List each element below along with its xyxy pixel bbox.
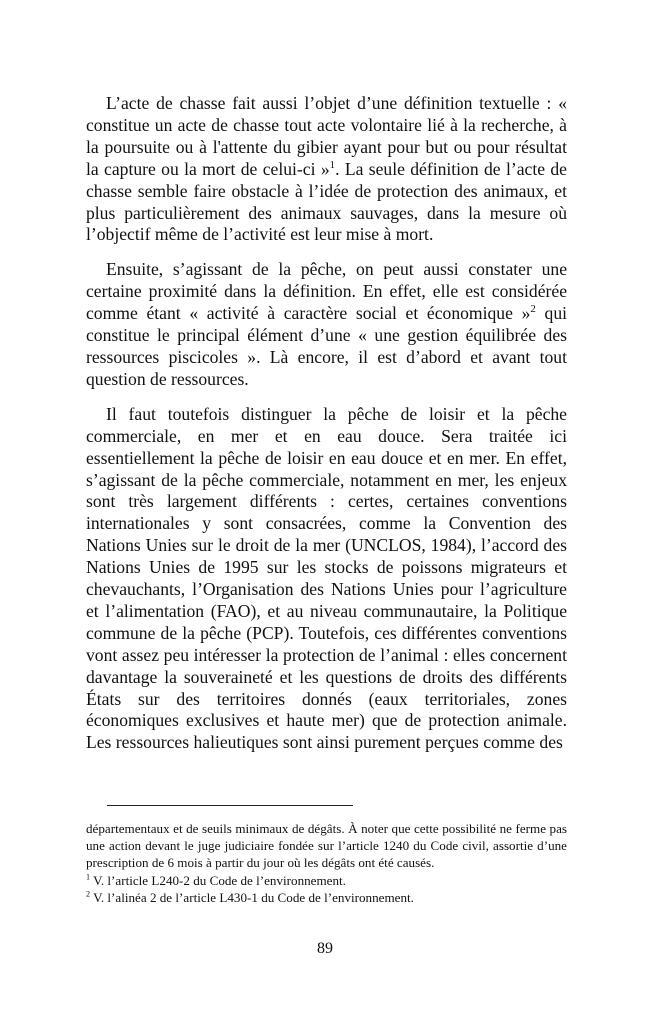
- footnote-2: [86, 889, 567, 906]
- paragraph-text: qui constitue le principal élément d’une « une gestion équilibrée des ressources piscicoles ». Là encore, il est d’abord et avant tout question de ressources.: [86, 303, 567, 389]
- page-number: 89: [317, 940, 333, 957]
- footnote-separator: [107, 805, 353, 806]
- paragraph-hunting-definition: [86, 93, 567, 246]
- paragraph-text: L’acte de chasse fait aussi l’objet d’une définition textuelle : « constitue un acte de chasse tout acte volontaire lié à la recherche, à la poursuite ou à l'attente du gibier ayant pour but ou pour résultat la capture ou la mort de celui-ci »: [86, 93, 567, 179]
- paragraph-fishing-definition: [86, 259, 567, 390]
- paragraph-fishing-distinction: Il faut toutefois distinguer la pêche de loisir et la pêche commerciale, en mer et en eau douce. Sera traitée ici essentiellement la pêche de loisir en eau douce et en mer. En effet, s’agissant de la pêche commerciale, notamment en mer, les enjeux sont très largement différents : certes, certaines conventions internationales y sont consacrées, comme la Convention des Nations Unies sur le droit de la mer (UNCLOS, 1984), l’accord des Nations Unies de 1995 sur les stocks de poissons migrateurs et chevauchants, l’Organisation des Nations Unies pour l’agriculture et l’alimentation (FAO), et au niveau communautaire, la Politique commune de la pêche (PCP). Toutefois, ces différentes conventions vont assez peu intéresser la protection de l’animal : elles concernent davantage la souveraineté et les questions de droits des différents États sur des territoires donnés (eaux territoriales, zones économiques exclusives et haute mer) que de protection animale. Les ressources halieutiques sont ainsi purement perçues comme des: [86, 403, 567, 753]
- paragraph-text: Ensuite, s’agissant de la pêche, on peut aussi constater une certaine proximité dans la définition. En effet, elle est considérée comme étant « activité à caractère social et économique »: [86, 259, 567, 324]
- footnote-continuation: départementaux et de seuils minimaux de dégâts. À noter que cette possibilité ne ferme pas une action devant le juge judiciaire fondée sur l’article 1240 du Code civil, assortie d’une prescription de 6 mois à partir du jour où les dégâts ont été causés.: [86, 821, 567, 871]
- footnote-text: V. l’article L240-2 du Code de l’environnement.: [90, 872, 346, 888]
- footnote-marker-1: 1: [86, 872, 91, 882]
- footnotes: [86, 820, 567, 906]
- footnote-marker-2: 2: [86, 889, 91, 899]
- footnote-reference-2[interactable]: 2: [530, 303, 536, 316]
- main-text: [86, 93, 567, 767]
- footnote-reference-1[interactable]: 1: [329, 158, 336, 171]
- paragraph-text: . La seule définition de l’acte de chasse semble faire obstacle à l’idée de protection des animaux, et plus particulièrement des animaux sauvages, dans la mesure où l’objectif même de l’activité est leur mise à mort.: [86, 158, 567, 245]
- footnote-1: [86, 872, 567, 889]
- footnote-text: V. l’alinéa 2 de l’article L430-1 du Code de l’environnement.: [90, 889, 414, 905]
